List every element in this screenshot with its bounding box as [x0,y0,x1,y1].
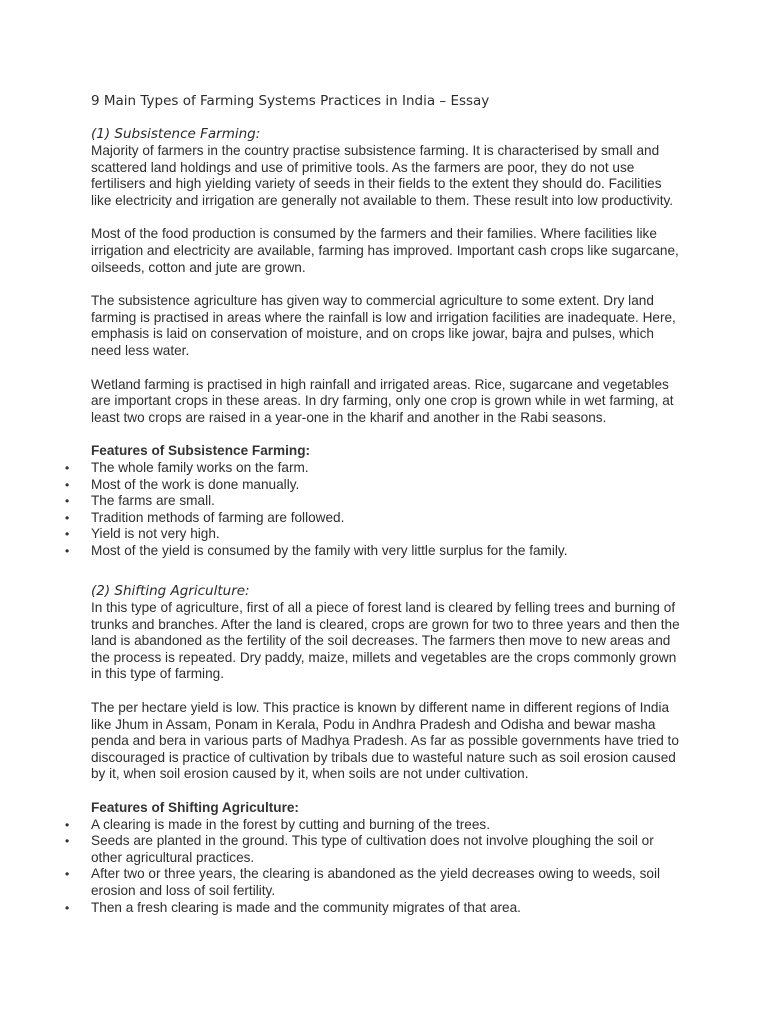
list-item-text: Then a fresh clearing is made and the community migrates of that area. [91,899,521,915]
bullet-icon: • [65,494,70,509]
bullet-icon: • [65,867,70,882]
list-item-text: A clearing is made in the forest by cutting and burning of the trees. [91,816,490,832]
list-item-text: Yield is not very high. [91,526,220,542]
list-item [65,493,681,510]
bullet-icon: • [65,543,70,558]
list-item [65,459,681,477]
section-heading: (1) Subsistence Farming: [91,126,261,142]
list-item [65,833,681,866]
list-item [65,526,681,543]
section-heading: (2) Shifting Agriculture: [91,583,250,599]
paragraph: The per hectare yield is low. This practice is known by different name in different regions of India like Jhum in Assam, Ponam in Kerala, Podu in Andhra Pradesh and Odisha and bewar masha penda and bera in various parts of Madhya Pradesh. As far as possible governments have tried to discouraged is practice of cultivation by tribals due to wasteful nature such as soil erosion caused by it, when soil erosion caused by it, when soils are not under cultivation. [91,699,679,782]
bullet-icon: • [65,460,70,475]
list-item-text: The whole family works on the farm. [91,459,309,475]
list-item-text: Most of the work is done manually. [91,476,300,492]
list-item-text: Tradition methods of farming are followed. [91,509,345,525]
paragraph: Most of the food production is consumed by the farmers and their families. Where facilities like irrigation and electricity are available, farming has improved. Important cash crops like sugarcane, oilseeds, cotton and jute are grown. [91,226,679,275]
list-item-text: Most of the yield is consumed by the family with very little surplus for the family. [91,542,568,558]
list-item-text: The farms are small. [91,493,215,509]
bullet-icon: • [65,900,70,915]
paragraph: In this type of agriculture, first of all a piece of forest land is cleared by felling trees and burning of trunks and branches. After the land is cleared, crops are grown for two to three years and then the land is abandoned as the fertility of the soil decreases. The farmers then move to new areas and the process is repeated. Dry paddy, maize, millets and vegetables are the crops commonly grown in this type of farming. [91,600,680,682]
list-item [65,509,681,527]
bullet-icon: • [65,834,70,849]
paragraph: Majority of farmers in the country practise subsistence farming. It is characterised by small and scattered land holdings and use of primitive tools. As the farmers are poor, they do not use fertilisers and high yielding variety of seeds in their fields to the extent they should do. Facilities like electricity and irrigation are generally not available to them. These result into low productivity. [91,143,674,208]
list-item [65,476,681,494]
list-item [65,816,681,834]
list-item-text: Seeds are planted in the ground. This type of cultivation does not involve ploughing the soil or other agricultural practices. [91,833,654,865]
section-subsistence-farming [65,125,681,559]
list-item-text: After two or three years, the clearing is abandoned as the yield decreases owing to weeds, soil erosion and loss of soil fertility. [91,866,660,898]
list-item [65,899,681,917]
paragraph: The subsistence agriculture has given way to commercial agriculture to some extent. Dry land farming is practised in areas where the rainfall is low and irrigation facilities are inadequate. Here, emphasis is laid on conservation of moisture, and on crops like jowar, bajra and pulses, which need less water. [91,293,676,358]
list-item [65,542,681,560]
section-shifting-agriculture [65,582,681,916]
bullet-icon: • [65,527,70,542]
features-heading: Features of Shifting Agriculture: [91,799,299,815]
paragraph: Wetland farming is practised in high rainfall and irrigated areas. Rice, sugarcane and vegetables are important crops in these areas. In dry farming, only one crop is grown while in wet farming, at least two crops are raised in a year-one in the kharif and another in the Rabi seasons. [91,376,674,425]
bullet-icon: • [65,510,70,525]
bullet-icon: • [65,477,70,492]
features-list [65,459,681,560]
features-heading: Features of Subsistence Farming: [91,443,311,459]
list-item [65,866,681,899]
features-list [65,816,681,917]
document-title: 9 Main Types of Farming Systems Practices in India – Essay [91,93,490,109]
bullet-icon: • [65,817,70,832]
